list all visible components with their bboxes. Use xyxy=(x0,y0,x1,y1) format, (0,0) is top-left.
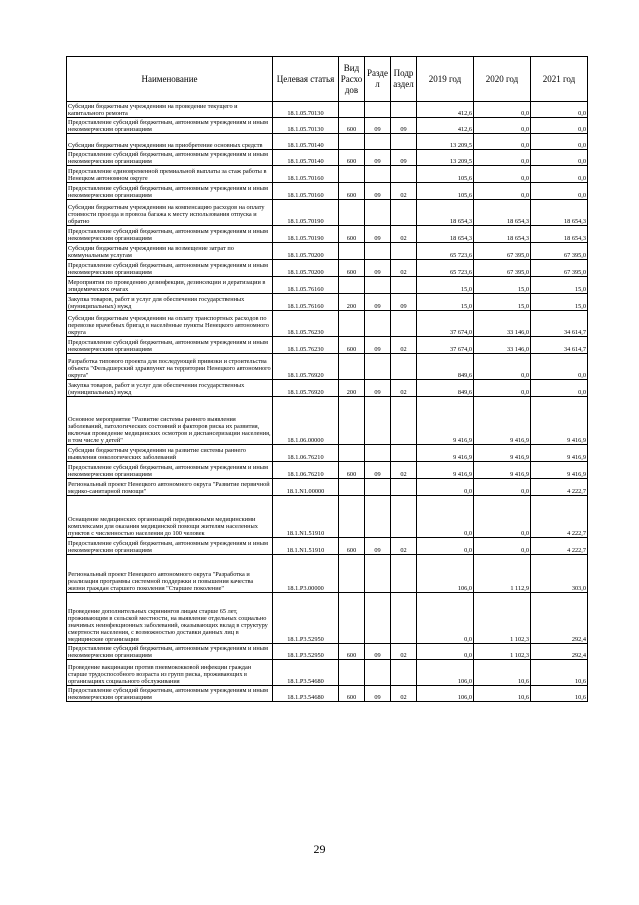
cell-2019: 0,0 xyxy=(417,593,474,644)
cell-2019: 37 674,0 xyxy=(417,337,474,354)
cell-2019: 15,0 xyxy=(417,277,474,294)
cell-name: Предоставление единовременной премиальной выплаты за стаж работы в Ненецком автономном округе xyxy=(67,166,273,183)
cell-2021: 0,0 xyxy=(531,354,588,380)
cell-vid xyxy=(339,445,365,462)
cell-2019: 412,6 xyxy=(417,102,474,118)
cell-name: Предоставление субсидий бюджетным, автономным учреждениям и иным некоммерческим организациям xyxy=(67,462,273,479)
cell-razdel xyxy=(365,311,391,337)
cell-podrazdel xyxy=(391,445,417,462)
cell-code: 18.1.05.70190 xyxy=(273,200,339,226)
cell-razdel: 09 xyxy=(365,294,391,311)
cell-razdel xyxy=(365,555,391,593)
table-row xyxy=(67,354,588,380)
cell-name: Субсидии бюджетным учреждениям на возмещение затрат по коммунальным услугам xyxy=(67,243,273,260)
cell-podrazdel xyxy=(391,134,417,150)
table-row xyxy=(67,294,588,311)
cell-podrazdel xyxy=(391,277,417,294)
cell-2019: 13 209,5 xyxy=(417,150,474,166)
cell-2020: 1 102,3 xyxy=(474,644,531,660)
cell-name: Региональный проект Ненецкого автономного округа "Разработка и реализация программы системной поддержки и повышения качества жизни граждан старшего поколения "Старшее поколение" xyxy=(67,555,273,593)
cell-razdel xyxy=(365,134,391,150)
cell-podrazdel: 02 xyxy=(391,686,417,702)
cell-code: 18.1.05.70130 xyxy=(273,118,339,134)
cell-code: 18.1.06.00000 xyxy=(273,397,339,445)
cell-2020: 67 395,0 xyxy=(474,243,531,260)
cell-name: Субсидии бюджетным учреждениям на приобретение основных средств xyxy=(67,134,273,150)
cell-vid xyxy=(339,311,365,337)
cell-2019: 18 654,3 xyxy=(417,200,474,226)
cell-vid xyxy=(339,593,365,644)
column-header-2019: 2019 год xyxy=(417,57,474,102)
column-header-2021: 2021 год xyxy=(531,57,588,102)
cell-name: Разработка типового проекта для последующей привязки и строительства объекта "Фельдшерский здравпункт на территории Ненецкого автономного округа" xyxy=(67,354,273,380)
table-body xyxy=(67,102,588,702)
table-row xyxy=(67,337,588,354)
cell-name: Предоставление субсидий бюджетным, автономным учреждениям и иным некоммерческим организациям xyxy=(67,644,273,660)
cell-razdel xyxy=(365,354,391,380)
cell-podrazdel xyxy=(391,354,417,380)
cell-2020: 15,0 xyxy=(474,294,531,311)
cell-name: Субсидии бюджетным учреждениям на оплату транспортных расходов по перевозке врачебных бригад в населённые пункты Ненецкого автономного округа xyxy=(67,311,273,337)
cell-2019: 106,0 xyxy=(417,686,474,702)
column-header-name: Наименование xyxy=(67,57,273,102)
cell-podrazdel xyxy=(391,593,417,644)
cell-name: Предоставление субсидий бюджетным, автономным учреждениям и иным некоммерческим организациям xyxy=(67,150,273,166)
cell-code: 18.1.05.70160 xyxy=(273,183,339,200)
cell-2020: 9 416,9 xyxy=(474,462,531,479)
cell-2021: 15,0 xyxy=(531,277,588,294)
cell-code: 18.1.05.76920 xyxy=(273,380,339,397)
cell-name: Предоставление субсидий бюджетным, автономным учреждениям и иным некоммерческим организациям xyxy=(67,226,273,243)
table-row xyxy=(67,496,588,538)
cell-code: 18.1.05.70200 xyxy=(273,243,339,260)
cell-2020: 0,0 xyxy=(474,354,531,380)
cell-2020: 10,6 xyxy=(474,686,531,702)
cell-2021: 15,0 xyxy=(531,294,588,311)
cell-podrazdel xyxy=(391,102,417,118)
cell-vid: 600 xyxy=(339,686,365,702)
cell-2019: 18 654,3 xyxy=(417,226,474,243)
cell-vid: 600 xyxy=(339,337,365,354)
cell-code: 18.1.N1.51910 xyxy=(273,496,339,538)
cell-razdel xyxy=(365,277,391,294)
cell-2021: 0,0 xyxy=(531,380,588,397)
cell-2019: 106,0 xyxy=(417,555,474,593)
cell-vid xyxy=(339,397,365,445)
cell-code: 18.1.06.76210 xyxy=(273,445,339,462)
cell-name: Предоставление субсидий бюджетным, автономным учреждениям и иным некоммерческим организациям xyxy=(67,260,273,277)
cell-2019: 105,6 xyxy=(417,166,474,183)
cell-2019: 412,6 xyxy=(417,118,474,134)
cell-2021: 10,6 xyxy=(531,660,588,686)
cell-name: Предоставление субсидий бюджетным, автономным учреждениям и иным некоммерческим организациям xyxy=(67,538,273,555)
cell-2019: 9 416,9 xyxy=(417,462,474,479)
cell-podrazdel xyxy=(391,243,417,260)
cell-code: 18.1.06.76210 xyxy=(273,462,339,479)
cell-code: 18.1.P3.54680 xyxy=(273,660,339,686)
cell-razdel: 09 xyxy=(365,118,391,134)
cell-vid xyxy=(339,354,365,380)
cell-name: Предоставление субсидий бюджетным, автономным учреждениям и иным некоммерческим организациям xyxy=(67,337,273,354)
cell-2021: 9 416,9 xyxy=(531,397,588,445)
cell-2020: 18 654,3 xyxy=(474,226,531,243)
table-row xyxy=(67,102,588,118)
cell-2019: 0,0 xyxy=(417,538,474,555)
cell-code: 18.1.05.70190 xyxy=(273,226,339,243)
table-row xyxy=(67,644,588,660)
budget-table xyxy=(66,56,588,702)
cell-vid xyxy=(339,243,365,260)
cell-name: Предоставление субсидий бюджетным, автономным учреждениям и иным некоммерческим организациям xyxy=(67,183,273,200)
cell-2021: 4 222,7 xyxy=(531,538,588,555)
cell-2021: 0,0 xyxy=(531,183,588,200)
cell-code: 18.1.05.76160 xyxy=(273,277,339,294)
cell-razdel xyxy=(365,102,391,118)
column-header-vid: Вид Расхо дов xyxy=(339,57,365,102)
cell-code: 18.1.05.76920 xyxy=(273,354,339,380)
cell-2019: 0,0 xyxy=(417,644,474,660)
cell-vid: 600 xyxy=(339,118,365,134)
cell-name: Региональный проект Ненецкого автономного округа "Развитие первичной медико-санитарной помощи" xyxy=(67,479,273,496)
cell-code: 18.1.P3.52950 xyxy=(273,644,339,660)
cell-2020: 15,0 xyxy=(474,277,531,294)
cell-2021: 18 654,3 xyxy=(531,200,588,226)
cell-2019: 65 723,6 xyxy=(417,260,474,277)
table-row xyxy=(67,445,588,462)
cell-2020: 0,0 xyxy=(474,134,531,150)
cell-2021: 292,4 xyxy=(531,593,588,644)
cell-2019: 9 416,9 xyxy=(417,397,474,445)
cell-razdel: 09 xyxy=(365,226,391,243)
cell-vid: 200 xyxy=(339,380,365,397)
table-row xyxy=(67,479,588,496)
cell-razdel xyxy=(365,593,391,644)
cell-podrazdel xyxy=(391,200,417,226)
page-number: 29 xyxy=(313,842,326,856)
cell-podrazdel xyxy=(391,555,417,593)
cell-razdel xyxy=(365,243,391,260)
column-header-podrazdel: Подр аздел xyxy=(391,57,417,102)
cell-code: 18.1.05.76160 xyxy=(273,294,339,311)
cell-vid: 600 xyxy=(339,260,365,277)
cell-name: Субсидии бюджетным учреждениям на развитие системы раннего выявления онкологических заболеваний xyxy=(67,445,273,462)
cell-2021: 0,0 xyxy=(531,150,588,166)
cell-2021: 0,0 xyxy=(531,134,588,150)
cell-2019: 13 209,5 xyxy=(417,134,474,150)
cell-2020: 0,0 xyxy=(474,380,531,397)
cell-2021: 67 395,0 xyxy=(531,260,588,277)
cell-2020: 0,0 xyxy=(474,538,531,555)
cell-code: 18.1.P3.54680 xyxy=(273,686,339,702)
cell-name: Субсидии бюджетным учреждениям на компенсацию расходов на оплату стоимости проезда и провоза багажа к месту использования отпуска и обратно xyxy=(67,200,273,226)
table-row xyxy=(67,593,588,644)
column-header-2020: 2020 год xyxy=(474,57,531,102)
cell-2021: 67 395,0 xyxy=(531,243,588,260)
cell-podrazdel xyxy=(391,311,417,337)
table-row xyxy=(67,462,588,479)
cell-razdel xyxy=(365,166,391,183)
cell-vid: 600 xyxy=(339,462,365,479)
cell-code: 18.1.05.70160 xyxy=(273,166,339,183)
cell-vid: 600 xyxy=(339,150,365,166)
cell-name: Закупка товаров, работ и услуг для обеспечения государственных (муниципальных) нужд xyxy=(67,380,273,397)
cell-2020: 10,6 xyxy=(474,660,531,686)
table-row xyxy=(67,380,588,397)
cell-vid xyxy=(339,134,365,150)
table-row xyxy=(67,660,588,686)
cell-2021: 0,0 xyxy=(531,166,588,183)
cell-razdel: 09 xyxy=(365,538,391,555)
cell-2020: 0,0 xyxy=(474,183,531,200)
table-row xyxy=(67,277,588,294)
cell-2020: 0,0 xyxy=(474,166,531,183)
table-row xyxy=(67,555,588,593)
cell-2020: 1 102,3 xyxy=(474,593,531,644)
cell-2021: 4 222,7 xyxy=(531,479,588,496)
cell-2019: 106,0 xyxy=(417,660,474,686)
cell-razdel: 09 xyxy=(365,686,391,702)
cell-code: 18.1.N1.00000 xyxy=(273,479,339,496)
table-row xyxy=(67,183,588,200)
cell-name: Оснащение медицинских организаций передвижными медицинскими комплексами для оказания медицинской помощи жителям населенных пунктов с численностью населения до 100 человек xyxy=(67,496,273,538)
cell-2021: 292,4 xyxy=(531,644,588,660)
cell-vid: 600 xyxy=(339,226,365,243)
cell-2019: 105,6 xyxy=(417,183,474,200)
cell-vid: 600 xyxy=(339,644,365,660)
cell-razdel xyxy=(365,479,391,496)
cell-code: 18.1.05.76230 xyxy=(273,337,339,354)
cell-2019: 37 674,0 xyxy=(417,311,474,337)
cell-vid: 600 xyxy=(339,183,365,200)
cell-2020: 1 112,9 xyxy=(474,555,531,593)
cell-2019: 65 723,6 xyxy=(417,243,474,260)
cell-2019: 0,0 xyxy=(417,479,474,496)
cell-2019: 15,0 xyxy=(417,294,474,311)
cell-2021: 10,6 xyxy=(531,686,588,702)
cell-code: 18.1.05.76230 xyxy=(273,311,339,337)
cell-podrazdel: 02 xyxy=(391,462,417,479)
cell-vid: 600 xyxy=(339,538,365,555)
cell-name: Проведение дополнительных скринингов лицам старше 65 лет, проживающим в сельской местности, на выявление отдельных социально значимых неинфекционных заболеваний, оказывающих вклад в структуру смертности населения, с возможностью доставки данных лиц в медицинские организации xyxy=(67,593,273,644)
cell-razdel: 09 xyxy=(365,644,391,660)
cell-code: 18.1.05.70140 xyxy=(273,150,339,166)
cell-2019: 849,6 xyxy=(417,380,474,397)
cell-name: Субсидии бюджетным учреждениям на проведение текущего и капитального ремонта xyxy=(67,102,273,118)
column-header-razdel: Разде л xyxy=(365,57,391,102)
cell-vid xyxy=(339,200,365,226)
table-row xyxy=(67,134,588,150)
cell-razdel: 09 xyxy=(365,150,391,166)
cell-razdel: 09 xyxy=(365,337,391,354)
cell-razdel xyxy=(365,445,391,462)
table-row xyxy=(67,260,588,277)
cell-2020: 33 146,0 xyxy=(474,337,531,354)
cell-2021: 303,0 xyxy=(531,555,588,593)
cell-2021: 4 222,7 xyxy=(531,496,588,538)
cell-2020: 0,0 xyxy=(474,479,531,496)
cell-podrazdel: 02 xyxy=(391,260,417,277)
cell-podrazdel: 02 xyxy=(391,380,417,397)
cell-2019: 0,0 xyxy=(417,496,474,538)
cell-2020: 18 654,3 xyxy=(474,200,531,226)
cell-code: 18.1.05.70200 xyxy=(273,260,339,277)
cell-name: Предоставление субсидий бюджетным, автономным учреждениям и иным некоммерческим организациям xyxy=(67,118,273,134)
table-row xyxy=(67,397,588,445)
cell-name: Мероприятия по проведению дезинфекции, дезинсекции и дератизации в эпидемических очагах xyxy=(67,277,273,294)
table-row xyxy=(67,200,588,226)
cell-vid xyxy=(339,496,365,538)
cell-vid xyxy=(339,479,365,496)
cell-podrazdel: 02 xyxy=(391,337,417,354)
cell-vid xyxy=(339,277,365,294)
cell-2021: 34 614,7 xyxy=(531,337,588,354)
table-row xyxy=(67,311,588,337)
cell-2019: 849,6 xyxy=(417,354,474,380)
table-row xyxy=(67,166,588,183)
cell-2021: 0,0 xyxy=(531,102,588,118)
cell-podrazdel xyxy=(391,479,417,496)
cell-2020: 0,0 xyxy=(474,496,531,538)
cell-name: Основное мероприятие "Развитие системы раннего выявления заболеваний, патологических состояний и факторов риска их развития, включая проведение медицинских осмотров и диспансеризации населения, в том числе у детей" xyxy=(67,397,273,445)
table-row xyxy=(67,686,588,702)
cell-razdel: 09 xyxy=(365,260,391,277)
cell-2020: 33 146,0 xyxy=(474,311,531,337)
cell-vid xyxy=(339,660,365,686)
cell-podrazdel xyxy=(391,397,417,445)
cell-podrazdel: 02 xyxy=(391,538,417,555)
cell-razdel xyxy=(365,397,391,445)
column-header-code: Целевая статья xyxy=(273,57,339,102)
cell-2020: 9 416,9 xyxy=(474,397,531,445)
cell-podrazdel: 02 xyxy=(391,183,417,200)
cell-razdel xyxy=(365,660,391,686)
cell-2021: 18 654,3 xyxy=(531,226,588,243)
cell-2020: 67 395,0 xyxy=(474,260,531,277)
cell-code: 18.1.05.70130 xyxy=(273,102,339,118)
cell-podrazdel: 02 xyxy=(391,226,417,243)
cell-2021: 9 416,9 xyxy=(531,462,588,479)
cell-razdel xyxy=(365,496,391,538)
cell-code: 18.1.N1.51910 xyxy=(273,538,339,555)
cell-2021: 9 416,9 xyxy=(531,445,588,462)
cell-2019: 9 416,9 xyxy=(417,445,474,462)
cell-2020: 0,0 xyxy=(474,150,531,166)
cell-podrazdel: 09 xyxy=(391,150,417,166)
cell-razdel: 09 xyxy=(365,380,391,397)
cell-2021: 34 614,7 xyxy=(531,311,588,337)
cell-2020: 0,0 xyxy=(474,102,531,118)
cell-vid xyxy=(339,555,365,593)
cell-podrazdel xyxy=(391,660,417,686)
cell-name: Проведение вакцинации против пневмококковой инфекции граждан старше трудоспособного возраста из групп риска, проживающих в организациях социального обслуживания xyxy=(67,660,273,686)
cell-razdel: 09 xyxy=(365,462,391,479)
cell-podrazdel: 09 xyxy=(391,294,417,311)
table-row xyxy=(67,150,588,166)
cell-code: 18.1.P3.52950 xyxy=(273,593,339,644)
cell-name: Закупка товаров, работ и услуг для обеспечения государственных (муниципальных) нужд xyxy=(67,294,273,311)
table-row xyxy=(67,226,588,243)
table-row xyxy=(67,538,588,555)
cell-podrazdel: 02 xyxy=(391,644,417,660)
cell-razdel: 09 xyxy=(365,183,391,200)
cell-vid: 200 xyxy=(339,294,365,311)
cell-name: Предоставление субсидий бюджетным, автономным учреждениям и иным некоммерческим организациям xyxy=(67,686,273,702)
table-row xyxy=(67,243,588,260)
cell-code: 18.1.P3.00000 xyxy=(273,555,339,593)
cell-razdel xyxy=(365,200,391,226)
cell-2020: 9 416,9 xyxy=(474,445,531,462)
table-header-row xyxy=(67,57,588,102)
cell-code: 18.1.05.70140 xyxy=(273,134,339,150)
cell-2020: 0,0 xyxy=(474,118,531,134)
cell-vid xyxy=(339,102,365,118)
cell-2021: 0,0 xyxy=(531,118,588,134)
cell-podrazdel xyxy=(391,166,417,183)
cell-vid xyxy=(339,166,365,183)
table-row xyxy=(67,118,588,134)
cell-podrazdel xyxy=(391,496,417,538)
cell-podrazdel: 09 xyxy=(391,118,417,134)
